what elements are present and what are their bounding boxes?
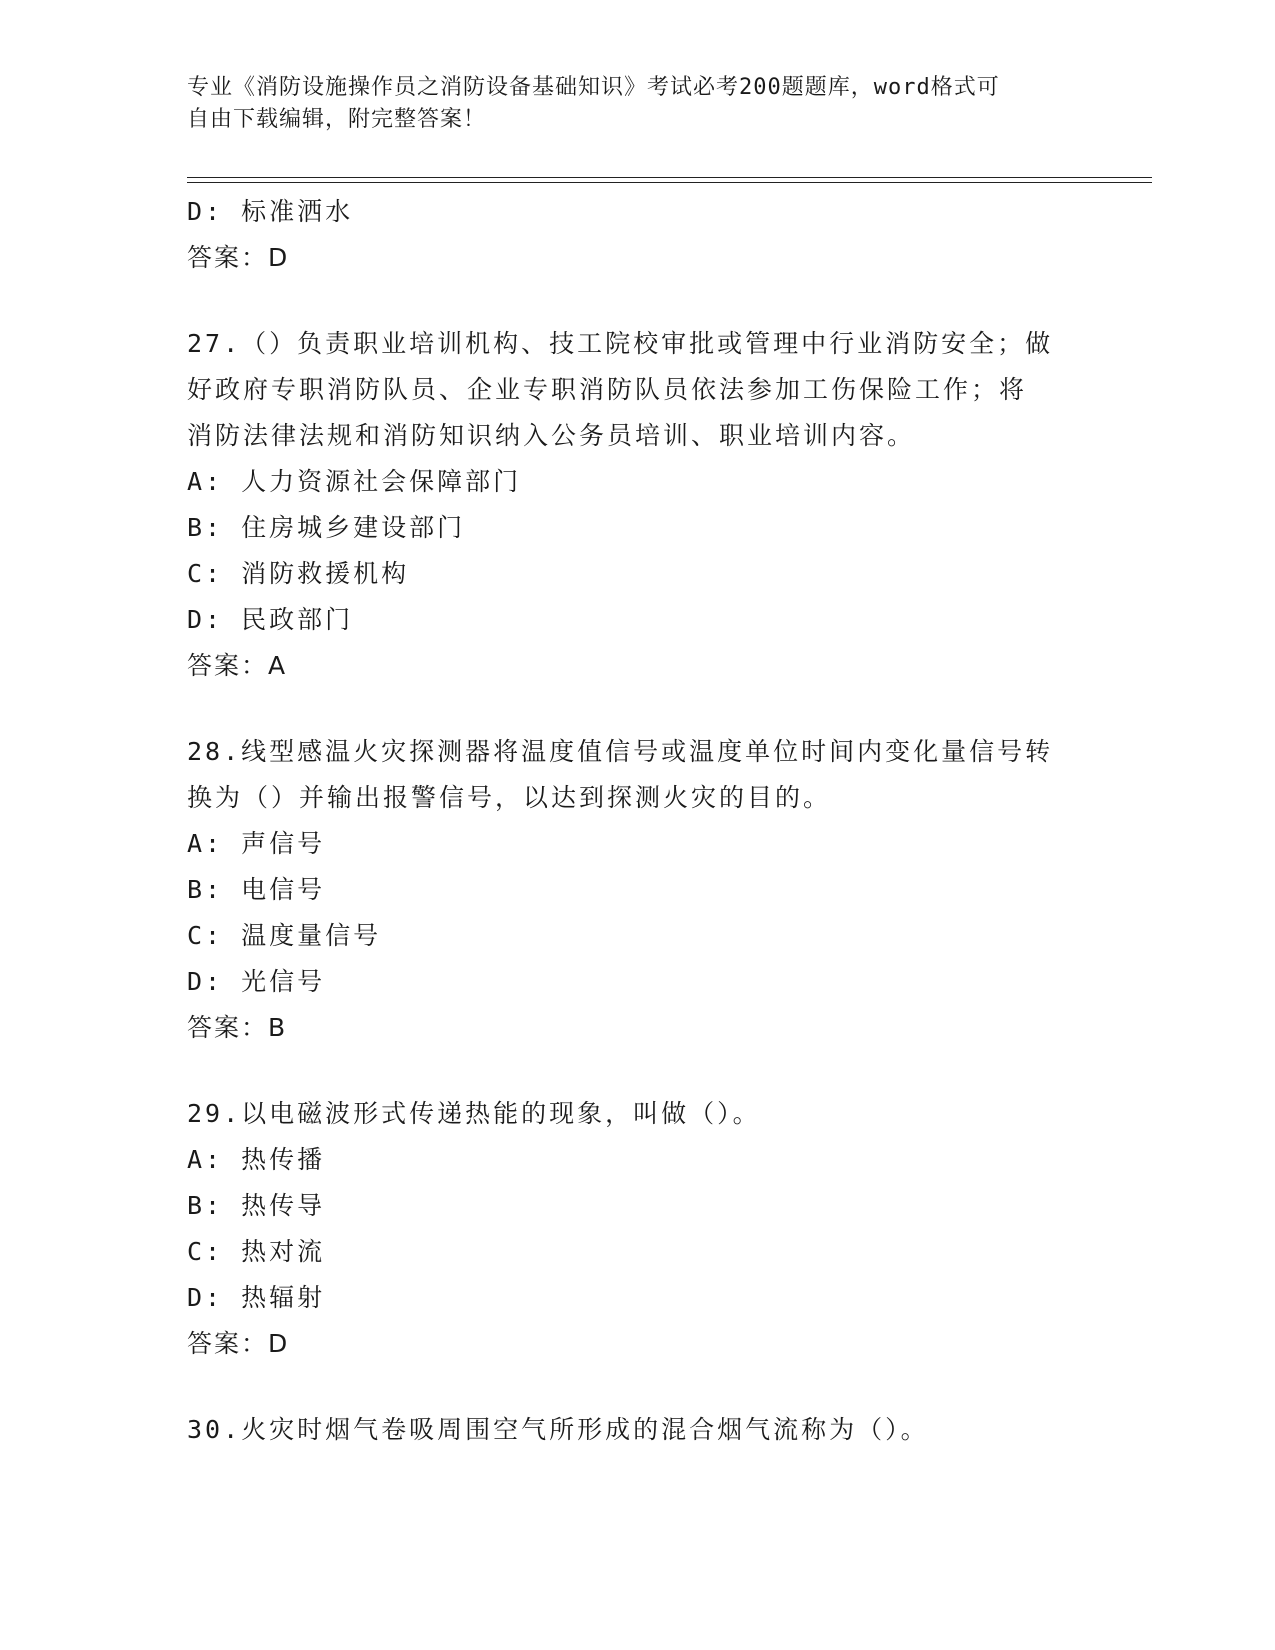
option-a: A: 热传播 bbox=[187, 1145, 326, 1174]
option-d: D: 标准洒水 bbox=[187, 197, 354, 226]
option-b: B: 住房城乡建设部门 bbox=[187, 513, 466, 542]
question-text-line: 28.线型感温火灾探测器将温度值信号或温度单位时间内变化量信号转 bbox=[187, 737, 1054, 766]
header-rule-top bbox=[187, 177, 1152, 178]
option-d: D: 光信号 bbox=[187, 967, 326, 996]
option-b: B: 电信号 bbox=[187, 875, 326, 904]
spacer bbox=[187, 1367, 1107, 1407]
spacer bbox=[187, 281, 1107, 321]
question-29 bbox=[187, 1091, 1107, 1367]
question-text-line: 好政府专职消防队员、企业专职消防队员依法参加工伤保险工作；将 bbox=[187, 375, 1028, 404]
answer-line bbox=[187, 1321, 1107, 1367]
option-c: C: 温度量信号 bbox=[187, 921, 382, 950]
answer-value: A bbox=[268, 651, 287, 680]
answer-value: B bbox=[268, 1013, 287, 1042]
option-a: A: 声信号 bbox=[187, 829, 326, 858]
answer-value: D bbox=[268, 1329, 289, 1358]
answer-line bbox=[187, 235, 1107, 281]
answer-label: 答案： bbox=[187, 1013, 269, 1042]
option-b: B: 热传导 bbox=[187, 1191, 326, 1220]
answer-label: 答案： bbox=[187, 651, 269, 680]
option-d: D: 民政部门 bbox=[187, 605, 354, 634]
page-header bbox=[187, 72, 1067, 136]
question-27 bbox=[187, 321, 1107, 689]
question-text-line: 消防法律法规和消防知识纳入公务员培训、职业培训内容。 bbox=[187, 421, 916, 450]
question-text-line: 换为（）并输出报警信号，以达到探测火灾的目的。 bbox=[187, 783, 832, 812]
document-body bbox=[187, 189, 1107, 1453]
answer-label: 答案： bbox=[187, 1329, 269, 1358]
question-30 bbox=[187, 1407, 1107, 1453]
answer-label: 答案： bbox=[187, 243, 269, 272]
option-a: A: 人力资源社会保障部门 bbox=[187, 467, 522, 496]
question-text-line: 30.火灾时烟气卷吸周围空气所形成的混合烟气流称为（）。 bbox=[187, 1415, 929, 1444]
header-rule-bottom bbox=[187, 182, 1152, 183]
question-text-line: 27.（）负责职业培训机构、技工院校审批或管理中行业消防安全；做 bbox=[187, 329, 1054, 358]
question-28 bbox=[187, 729, 1107, 1051]
answer-line bbox=[187, 643, 1107, 689]
answer-value: D bbox=[268, 243, 289, 272]
option-c: C: 消防救援机构 bbox=[187, 559, 410, 588]
question-text-line: 29.以电磁波形式传递热能的现象，叫做（）。 bbox=[187, 1099, 761, 1128]
option-d: D: 热辐射 bbox=[187, 1283, 326, 1312]
header-line-2: 自由下载编辑，附完整答案！ bbox=[187, 107, 487, 132]
option-c: C: 热对流 bbox=[187, 1237, 326, 1266]
spacer bbox=[187, 1051, 1107, 1091]
question-26-tail bbox=[187, 189, 1107, 281]
spacer bbox=[187, 689, 1107, 729]
answer-line bbox=[187, 1005, 1107, 1051]
header-line-1: 专业《消防设施操作员之消防设备基础知识》考试必考200题题库，word格式可 bbox=[187, 75, 1000, 100]
